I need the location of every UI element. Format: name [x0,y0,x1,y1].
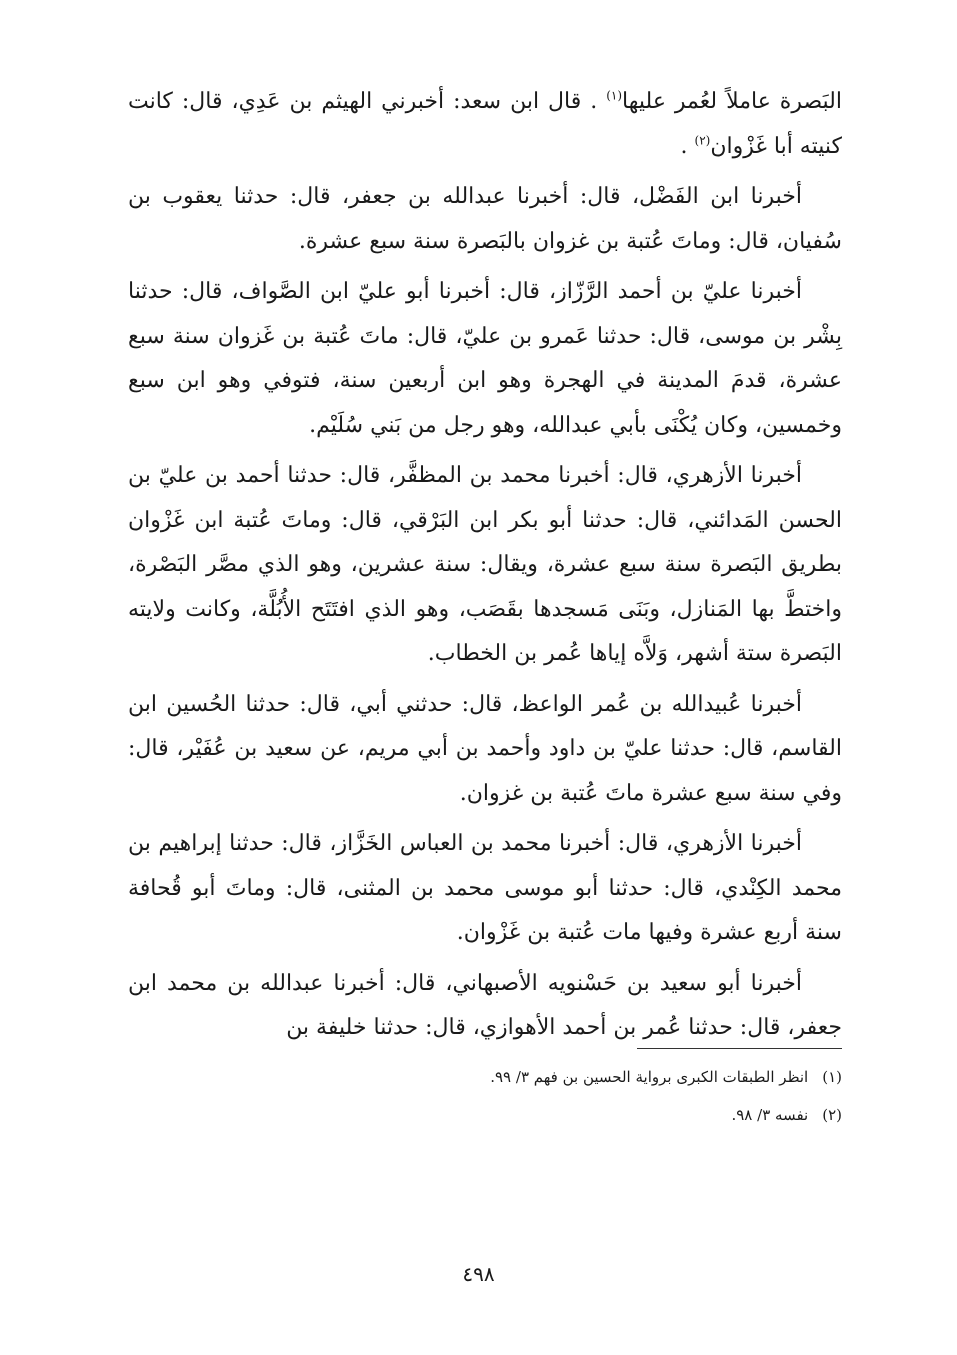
paragraph-1 [128,80,842,169]
paragraph-3: أخبرنا عليّ بن أحمد الرَّزّاز، قال: أخبرنا أبو عليّ ابن الصَّواف، قال: حدثنا بِشْر بن موسى، قال: حدثنا عَمرو بن عليّ، قال: ماتَ عُتبة بن غَزوان سنة سبع عشرة، قدمَ المدينة في الهجرة وهو ابن أربعين سنة، فتوفي وهو ابن سبع وخمسين، وكان يُكْنَى بأبي عبدالله، وهو رجل من بَني سُلَيْم. [128,279,842,438]
main-text [128,80,842,1057]
paragraph-7: أخبرنا أبو سعيد بن حَسْنويه الأصبهاني، قال: أخبرنا عبدالله بن محمد ابن جعفر، قال: حدثنا عُمر بن أحمد الأهوازي، قال: حدثنا خليفة بن [128,970,842,1040]
footnote-2 [128,1096,842,1134]
footnote-1 [128,1058,842,1096]
footnote-ref-1: (١) [606,88,623,103]
paragraph-1-text-a: البَصرة عاملاً لعُمر عليها [622,89,842,114]
paragraph-1-text-c: . [680,133,695,159]
footnote-divider [637,1048,842,1049]
paragraph-1-text-b: . قال ابن سعد: أخبرني الهيثم بن عَدِي، قال: كانت كنيته أبا غَزْوان [128,89,842,159]
footnote-number: (١) [822,1068,842,1086]
paragraph-6: أخبرنا الأزهري، قال: أخبرنا محمد بن العباس الخَزَّاز، قال: حدثنا إبراهيم بن محمد الكِنْدي، قال: حدثنا أبو موسى محمد بن المثنى، قال: وماتَ أبو قُحافة سنة أربع عشرة وفيها مات عُتبة بن غَزْوان. [128,831,842,945]
footnote-number: (٢) [822,1106,842,1124]
paragraph-5: أخبرنا عُبيدالله بن عُمر الواعظ، قال: حدثني أبي، قال: حدثنا الحُسين ابن القاسم، قال: حدثنا عليّ بن داود وأحمد بن أبي مريم، عن سعيد بن عُفَيْر، قال: وفي سنة سبع عشرة ماتَ عُتبة بن غزوان. [128,691,842,806]
footnote-text: نفسه ٣/ ٩٨. [731,1106,809,1124]
footnotes [128,1058,842,1134]
footnote-text: انظر الطبقات الكبرى برواية الحسين بن فهم ٣/ ٩٩. [490,1068,809,1086]
footnote-ref-2: (٢) [694,133,711,148]
paragraph-4: أخبرنا الأزهري، قال: أخبرنا محمد بن المظفَّر، قال: حدثنا أحمد بن عليّ بن الحسن المَدائني، قال: حدثنا أبو بكر ابن البَرْقي، قال: وماتَ عُتبة ابن غَزْوان بطريق البَصرة سنة سبع عشرة، ويقال: سنة عشرين، وهو الذي مصَّر البَصْرة، واختطَّ بها المَنازل، وبَنَى مَسجدها بقَصَب، وهو الذي افتَتَح الأُبُلَّة، وكانت ولايته البَصرة ستة أشهر، وَلاَّه إياها عُمر بن الخطاب. [128,463,842,666]
paragraph-2: أخبرنا ابن الفَضْل، قال: أخبرنا عبدالله بن جعفر، قال: حدثنا يعقوب بن سُفيان، قال: وماتَ عُتبة بن غزوان بالبَصرة سنة سبع عشرة. [128,184,842,254]
page-number: ٤٩٨ [462,1262,495,1286]
